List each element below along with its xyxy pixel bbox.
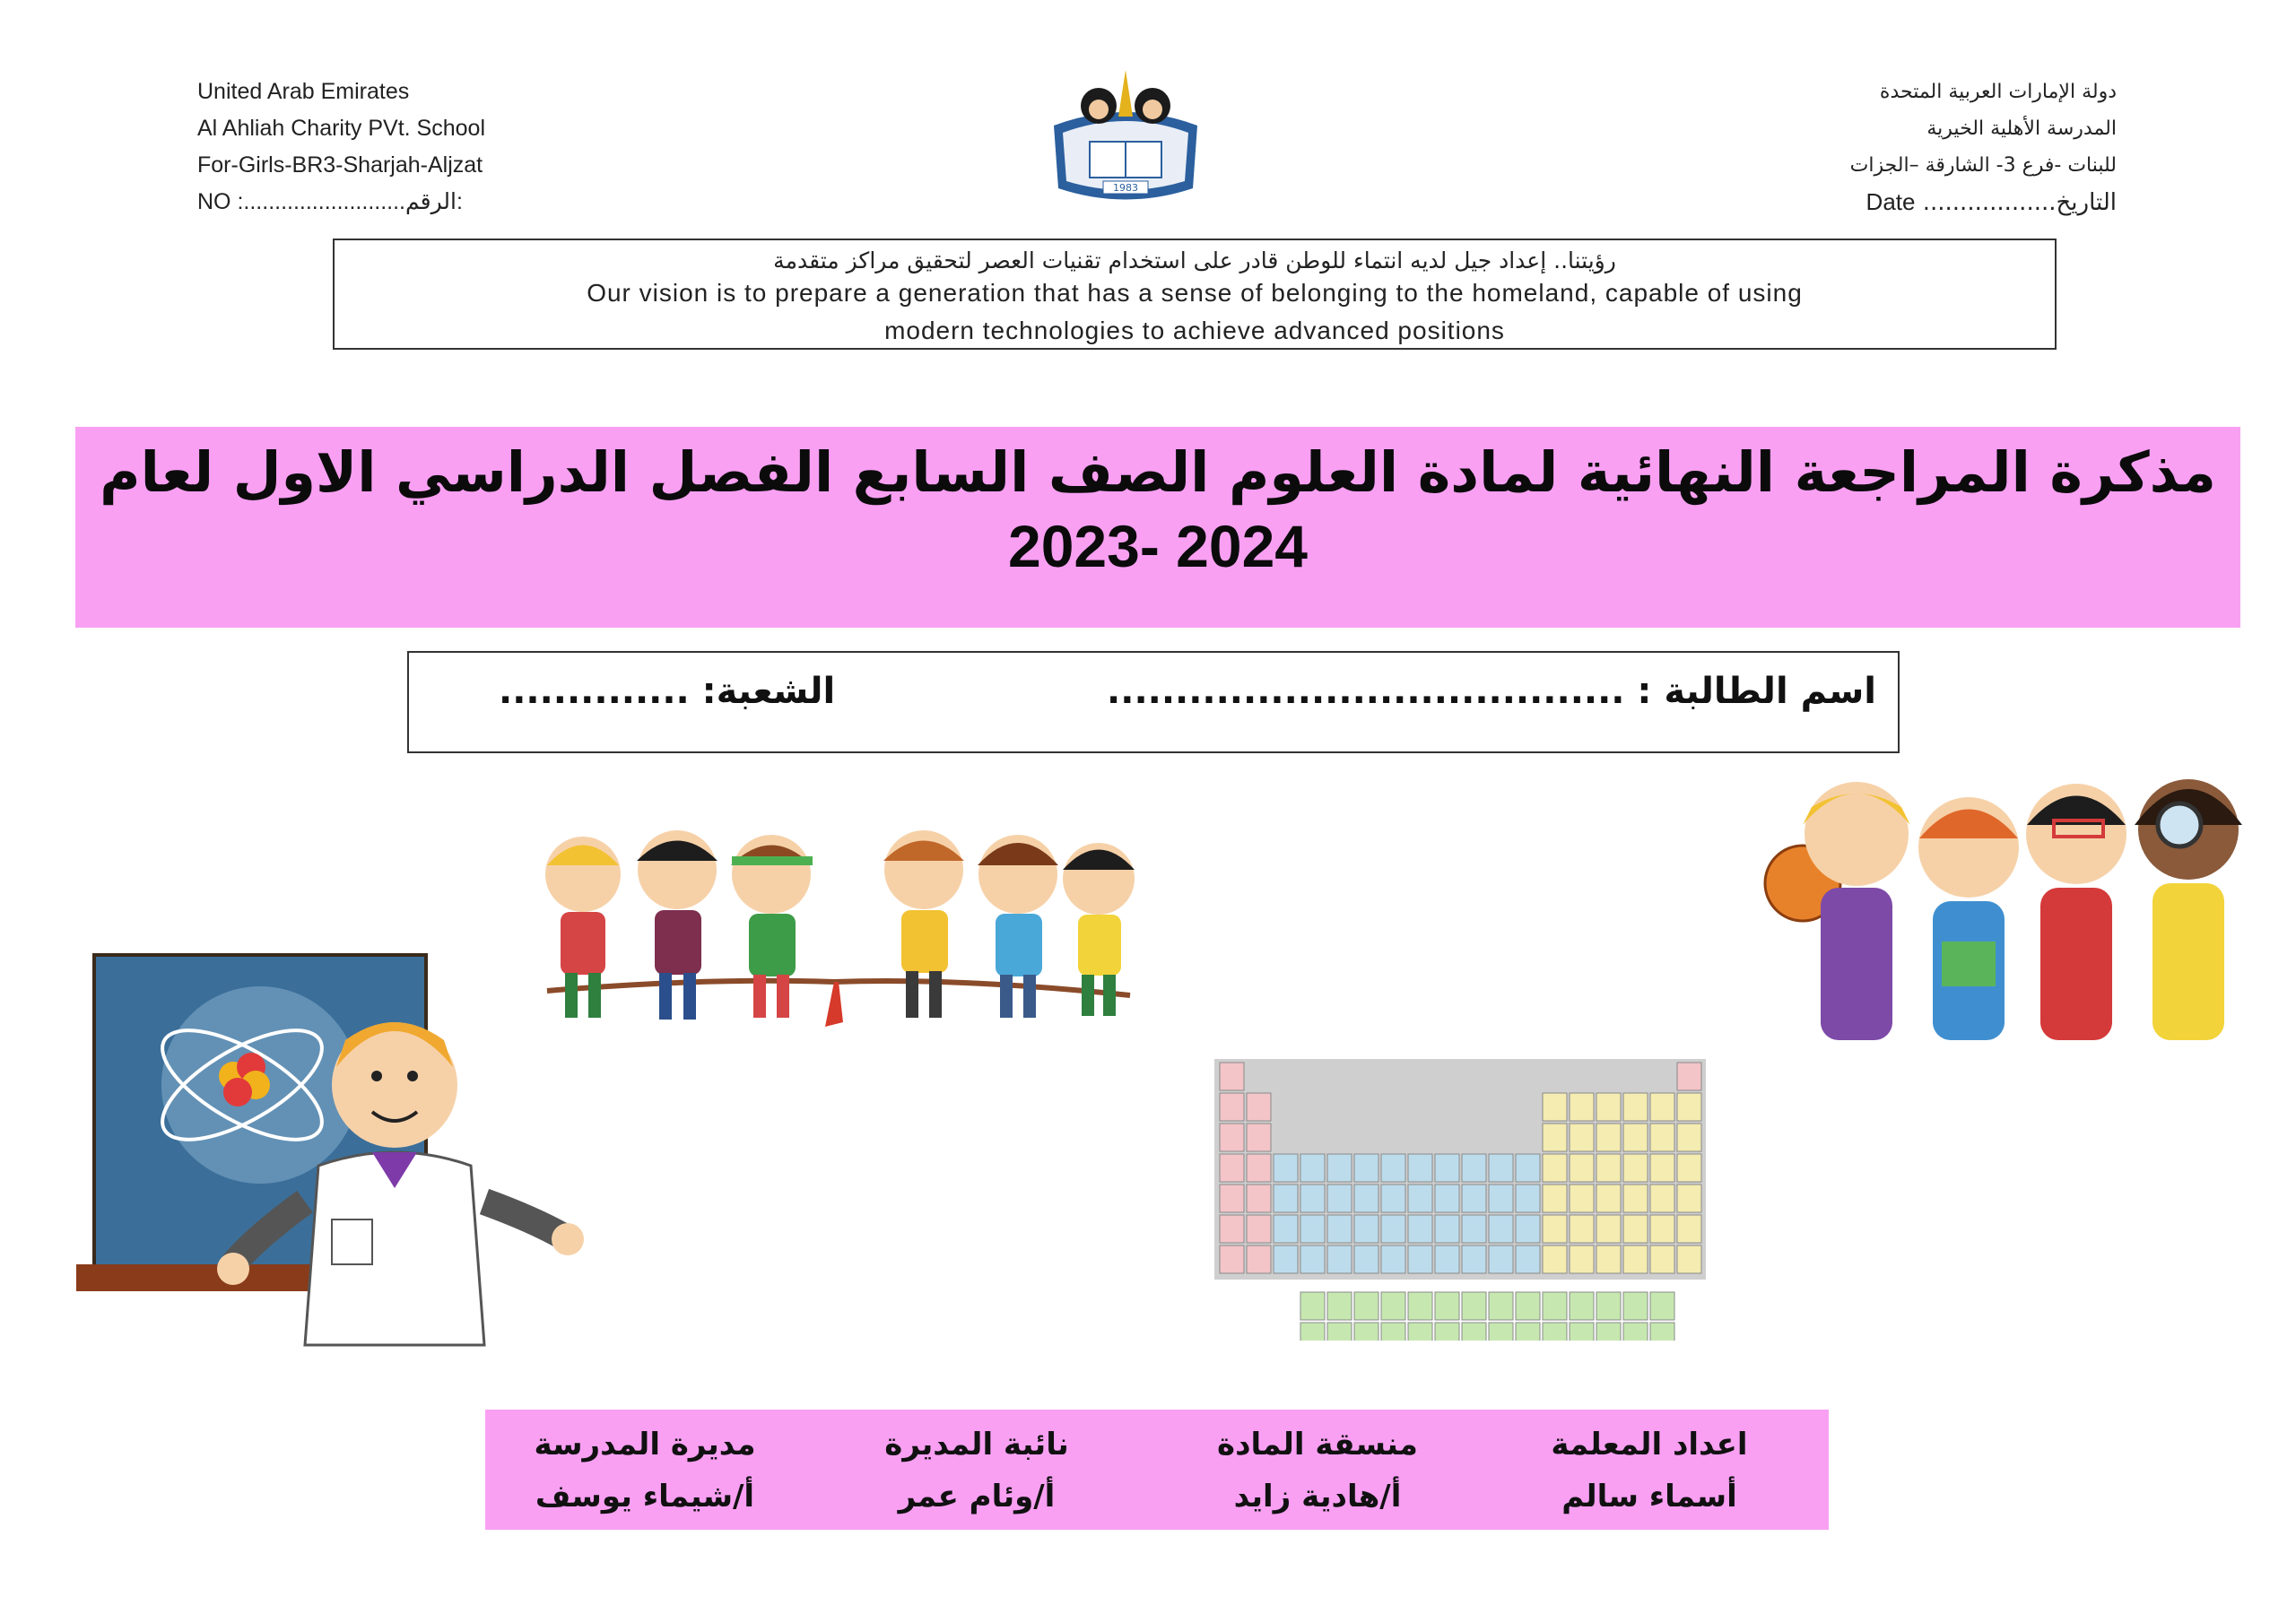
header-country-en: United Arab Emirates: [197, 79, 410, 104]
signature-name: أ/شيماء يوسف: [535, 1479, 755, 1515]
element-cell: [1570, 1323, 1594, 1341]
element-cell: [1247, 1185, 1271, 1212]
element-cell: [1650, 1323, 1674, 1341]
element-cell: [1516, 1215, 1540, 1243]
element-cell: [1327, 1292, 1352, 1320]
student-info-box: [407, 651, 1900, 753]
element-cell: [1354, 1185, 1378, 1212]
element-cell: [1570, 1154, 1594, 1182]
element-cell: [1650, 1093, 1674, 1121]
header-school-en: Al Ahliah Charity PVt. School: [197, 116, 485, 141]
element-cell: [1650, 1245, 1674, 1273]
element-cell: [1623, 1245, 1648, 1273]
element-cell: [1354, 1292, 1378, 1320]
element-cell: [1247, 1215, 1271, 1243]
element-cell: [1274, 1245, 1298, 1273]
element-cell: [1516, 1245, 1540, 1273]
element-cell: [1381, 1292, 1405, 1320]
header-number-line: [197, 184, 574, 221]
date-label-ar: التاريخ: [2056, 189, 2117, 216]
element-cell: [1220, 1093, 1244, 1121]
element-cell: [1220, 1185, 1244, 1212]
element-cell: [1570, 1185, 1594, 1212]
number-label: NO :: [197, 189, 244, 214]
element-cell: [1623, 1292, 1648, 1320]
signature-principal: [501, 1419, 788, 1523]
element-cell: [1462, 1154, 1486, 1182]
element-cell: [1543, 1215, 1567, 1243]
element-cell: [1247, 1124, 1271, 1151]
element-cell: [1220, 1063, 1244, 1090]
element-cell: [1516, 1292, 1540, 1320]
element-cell: [1327, 1245, 1352, 1273]
element-cell: [1462, 1245, 1486, 1273]
element-cell: [1354, 1323, 1378, 1341]
element-cell: [1596, 1154, 1621, 1182]
element-cell: [1220, 1245, 1244, 1273]
element-cell: [1381, 1154, 1405, 1182]
element-cell: [1677, 1093, 1701, 1121]
element-cell: [1596, 1323, 1621, 1341]
element-cell: [1462, 1185, 1486, 1212]
element-cell: [1650, 1124, 1674, 1151]
element-cell: [1650, 1215, 1674, 1243]
element-cell: [1247, 1245, 1271, 1273]
vision-arabic: رؤيتنا.. إعداد جيل لديه انتماء للوطن قادر على استخدام تقنيات العصر لتحقيق مراكز متقدمة: [773, 247, 1616, 273]
element-cell: [1462, 1292, 1486, 1320]
element-cell: [1327, 1154, 1352, 1182]
element-cell: [1354, 1215, 1378, 1243]
element-cell: [1489, 1245, 1513, 1273]
element-cell: [1677, 1063, 1701, 1090]
student-name-label: اسم الطالبة :: [1637, 671, 1876, 712]
section-field[interactable]: [499, 671, 835, 712]
page-title-year: 2023- 2024: [1008, 513, 1308, 579]
students-illustration-icon: [1758, 771, 2260, 1040]
element-cell: [1408, 1215, 1432, 1243]
element-cell: [1677, 1154, 1701, 1182]
element-cell: [1516, 1323, 1540, 1341]
element-cell: [1435, 1215, 1459, 1243]
section-dots: ..............: [499, 671, 690, 712]
element-cell: [1623, 1215, 1648, 1243]
element-cell: [1462, 1323, 1486, 1341]
element-cell: [1650, 1292, 1674, 1320]
element-cell: [1623, 1185, 1648, 1212]
signature-name: أ/هادية زايد: [1233, 1479, 1402, 1515]
element-cell: [1543, 1124, 1567, 1151]
element-cell: [1596, 1093, 1621, 1121]
element-cell: [1543, 1093, 1567, 1121]
element-cell: [1354, 1245, 1378, 1273]
element-cell: [1247, 1154, 1271, 1182]
element-cell: [1623, 1323, 1648, 1341]
number-label-ar: الرقم:: [405, 189, 463, 214]
element-cell: [1435, 1245, 1459, 1273]
element-cell: [1220, 1215, 1244, 1243]
element-cell: [1677, 1245, 1701, 1273]
element-cell: [1623, 1093, 1648, 1121]
section-label: الشعبة:: [701, 671, 836, 712]
element-cell: [1650, 1154, 1674, 1182]
element-cell: [1435, 1323, 1459, 1341]
element-cell: [1381, 1245, 1405, 1273]
element-cell: [1381, 1215, 1405, 1243]
element-cell: [1543, 1185, 1567, 1212]
signature-role: منسقة المادة: [1217, 1427, 1418, 1462]
element-cell: [1596, 1245, 1621, 1273]
signature-role: اعداد المعلمة: [1551, 1427, 1748, 1462]
student-name-field[interactable]: [1107, 671, 1876, 712]
element-cell: [1677, 1215, 1701, 1243]
element-cell: [1435, 1185, 1459, 1212]
element-cell: [1623, 1154, 1648, 1182]
element-cell: [1408, 1245, 1432, 1273]
signature-role: نائبة المديرة: [884, 1427, 1069, 1462]
element-cell: [1327, 1215, 1352, 1243]
element-cell: [1596, 1185, 1621, 1212]
periodic-table-illustration-icon: [1166, 1027, 1740, 1341]
element-cell: [1435, 1154, 1459, 1182]
element-cell: [1327, 1323, 1352, 1341]
element-cell: [1220, 1154, 1244, 1182]
element-cell: [1300, 1245, 1325, 1273]
element-cell: [1570, 1124, 1594, 1151]
element-cell: [1489, 1185, 1513, 1212]
element-cell: [1274, 1154, 1298, 1182]
element-cell: [1596, 1215, 1621, 1243]
number-dots: ..........................: [243, 189, 405, 214]
header-date-line: [1740, 184, 2117, 221]
signature-role: مديرة المدرسة: [534, 1427, 756, 1462]
element-cell: [1543, 1245, 1567, 1273]
element-cell: [1381, 1323, 1405, 1341]
element-cell: [1300, 1323, 1325, 1341]
tug-of-war-illustration-icon: [529, 820, 1148, 1054]
signature-teacher: [1506, 1419, 1793, 1523]
header-branch-ar: للبنات -فرع 3- الشارقة –الجزات: [1849, 154, 2117, 177]
element-cell: [1220, 1124, 1244, 1151]
header-country-ar: دولة الإمارات العربية المتحدة: [1879, 81, 2117, 103]
header-arabic-block: [1740, 74, 2117, 221]
element-cell: [1381, 1185, 1405, 1212]
element-cell: [1354, 1154, 1378, 1182]
element-cell: [1408, 1185, 1432, 1212]
header-school-ar: المدرسة الأهلية الخيرية: [1926, 117, 2117, 140]
element-cell: [1274, 1215, 1298, 1243]
signature-band: [485, 1410, 1829, 1530]
element-cell: [1516, 1154, 1540, 1182]
element-cell: [1543, 1292, 1567, 1320]
element-cell: [1274, 1185, 1298, 1212]
date-label-en: Date: [1866, 188, 1916, 215]
element-cell: [1300, 1292, 1325, 1320]
element-cell: [1489, 1323, 1513, 1341]
element-cell: [1650, 1185, 1674, 1212]
element-cell: [1408, 1323, 1432, 1341]
element-cell: [1247, 1093, 1271, 1121]
element-cell: [1543, 1154, 1567, 1182]
title-band: [75, 427, 2240, 628]
element-cell: [1327, 1185, 1352, 1212]
signature-coordinator: [1174, 1419, 1461, 1523]
element-cell: [1300, 1154, 1325, 1182]
element-cell: [1596, 1124, 1621, 1151]
element-cell: [1596, 1292, 1621, 1320]
element-cell: [1300, 1215, 1325, 1243]
header-branch-en: For-Girls-BR3-Sharjah-Aljzat: [197, 152, 483, 178]
element-cell: [1489, 1292, 1513, 1320]
element-cell: [1677, 1124, 1701, 1151]
element-cell: [1435, 1292, 1459, 1320]
logo-year: 1983: [1113, 182, 1138, 194]
element-cell: [1462, 1215, 1486, 1243]
vision-english-line2: modern technologies to achieve advanced positions: [884, 317, 1505, 344]
date-dots: ..................: [1922, 189, 2057, 216]
signature-name: أ/وئام عمر: [898, 1479, 1056, 1515]
element-cell: [1408, 1292, 1432, 1320]
element-cell: [1570, 1215, 1594, 1243]
element-cell: [1300, 1185, 1325, 1212]
element-cell: [1408, 1154, 1432, 1182]
element-cell: [1623, 1124, 1648, 1151]
student-name-dots: ......................................: [1107, 671, 1625, 712]
element-cell: [1570, 1093, 1594, 1121]
vision-box: [333, 239, 2057, 350]
element-cell: [1677, 1185, 1701, 1212]
signature-name: أسماء سالم: [1561, 1479, 1737, 1515]
element-cell: [1570, 1245, 1594, 1273]
element-cell: [1489, 1215, 1513, 1243]
signature-vice-principal: [833, 1419, 1120, 1523]
page-title: مذكرة المراجعة النهائية لمادة العلوم الصف السابع الفصل الدراسي الاول لعام: [100, 439, 2216, 505]
scientist-illustration-icon: [76, 950, 596, 1354]
vision-english-line1: Our vision is to prepare a generation that has a sense of belonging to the homeland, capable of using: [587, 279, 1803, 307]
element-cell: [1489, 1154, 1513, 1182]
element-cell: [1570, 1292, 1594, 1320]
element-cell: [1516, 1185, 1540, 1212]
school-logo-icon: [1036, 63, 1215, 215]
header-english-block: [197, 74, 574, 221]
element-cell: [1543, 1323, 1567, 1341]
